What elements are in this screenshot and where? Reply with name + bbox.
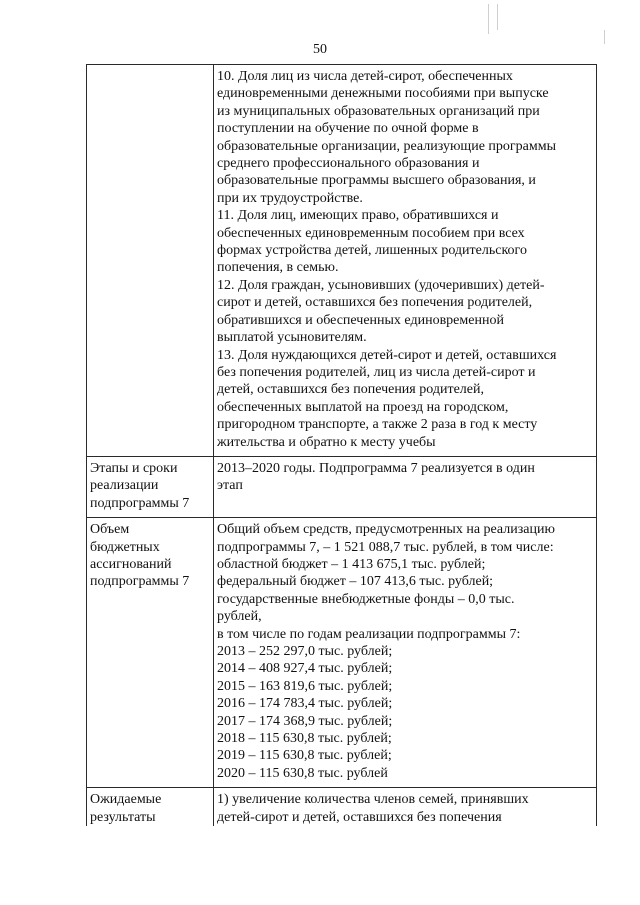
row-content-line: 13. Доля нуждающихся детей-сирот и детей, оставшихся xyxy=(217,347,557,363)
row-content-cell xyxy=(214,518,597,788)
row-content-line: областной бюджет – 1 413 675,1 тыс. рублей; xyxy=(217,556,486,572)
table-row xyxy=(87,456,597,517)
row-label-line: Этапы и сроки xyxy=(90,460,178,476)
row-content-line: обеспеченных единовременным пособием при всех xyxy=(217,225,525,241)
row-content-line: детей-сирот и детей, оставшихся без попечения xyxy=(217,809,502,825)
row-content-cell xyxy=(214,456,597,517)
scan-artifact-line xyxy=(497,4,498,30)
row-content-line: сирот и детей, оставшихся без попечения родителей, xyxy=(217,295,533,311)
row-content-line: без попечения родителей, лиц из числа детей-сирот и xyxy=(217,364,536,380)
row-content-line: детей, оставшихся без попечения родителей, xyxy=(217,382,484,398)
row-content-line: 2019 – 115 630,8 тыс. рублей; xyxy=(217,748,392,764)
row-content-line: обратившихся и обеспеченных единовременной xyxy=(217,312,504,328)
row-label-cell xyxy=(87,788,214,826)
row-label-cell xyxy=(87,65,214,457)
row-content-line: выплатой усыновителям. xyxy=(217,330,367,346)
row-label-line: ассигнований xyxy=(90,556,172,572)
row-label-line: подпрограммы 7 xyxy=(90,574,190,590)
row-content-line: образовательные организации, реализующие программы xyxy=(217,138,556,154)
row-content-line: 10. Доля лиц из числа детей-сирот, обеспеченных xyxy=(217,69,513,84)
row-content-line: формах устройства детей, лишенных родительского xyxy=(217,243,527,259)
passport-table xyxy=(86,64,597,826)
table-row xyxy=(87,65,597,457)
row-content-line: обеспеченных выплатой на проезд на городском, xyxy=(217,399,509,415)
row-content-line: 2013–2020 годы. Подпрограмма 7 реализуется в один xyxy=(217,460,535,476)
scan-artifact-line xyxy=(488,4,489,34)
row-content-line: 1) увеличение количества членов семей, принявших xyxy=(217,792,529,808)
row-content-line: 2013 – 252 297,0 тыс. рублей; xyxy=(217,644,393,659)
row-content-line: этап xyxy=(217,478,243,494)
table-row xyxy=(87,518,597,788)
row-content-line: 2020 – 115 630,8 тыс. рублей xyxy=(217,765,388,781)
row-content-line: попечения, в семью. xyxy=(217,260,339,276)
row-content-line: из муниципальных образовательных организаций при xyxy=(217,103,540,119)
row-content-line: среднего профессионального образования и xyxy=(217,156,480,172)
row-label-cell xyxy=(87,456,214,517)
table-row xyxy=(87,788,597,826)
row-content-cell xyxy=(214,788,597,826)
row-content-line: 2017 – 174 368,9 тыс. рублей; xyxy=(217,713,393,729)
row-content-line: 11. Доля лиц, имеющих право, обратившихся и xyxy=(217,208,499,224)
row-content-line: жительства и обратно к месту учебы xyxy=(217,434,436,450)
page-number: 50 xyxy=(313,42,327,57)
row-label-line: Объем xyxy=(90,522,130,538)
row-label-cell xyxy=(87,518,214,788)
row-content-line: рублей, xyxy=(217,609,262,625)
row-content-line: пригородном транспорте, а также 2 раза в год к месту xyxy=(217,417,538,433)
row-content-line: при их трудоустройстве. xyxy=(217,190,363,206)
row-label-line: подпрограммы 7 xyxy=(90,495,190,511)
row-content-line: подпрограммы 7, – 1 521 088,7 тыс. рублей, в том числе: xyxy=(217,539,554,555)
row-content-line: федеральный бюджет – 107 413,6 тыс. рублей; xyxy=(217,574,494,590)
row-content-line: в том числе по годам реализации подпрограммы 7: xyxy=(217,626,521,642)
row-content-line: государственные внебюджетные фонды – 0,0 тыс. xyxy=(217,591,515,607)
row-label-line: Ожидаемые xyxy=(90,792,162,808)
row-label-line: результаты xyxy=(90,809,156,825)
row-content-line: 2018 – 115 630,8 тыс. рублей; xyxy=(217,731,392,747)
row-content-line: образовательные программы высшего образования, и xyxy=(217,173,536,189)
row-content-cell xyxy=(214,65,597,457)
row-content-line: 2015 – 163 819,6 тыс. рублей; xyxy=(217,678,393,694)
row-content-line: 2014 – 408 927,4 тыс. рублей; xyxy=(217,661,393,677)
row-label-line: бюджетных xyxy=(90,539,160,555)
row-content-line: единовременными денежными пособиями при выпуске xyxy=(217,86,549,102)
row-content-line: поступлении на обучение по очной форме в xyxy=(217,121,479,137)
row-content-line: 2016 – 174 783,4 тыс. рублей; xyxy=(217,696,393,712)
row-content-line: 12. Доля граждан, усыновивших (удочеривших) детей- xyxy=(217,277,545,293)
row-content-line: Общий объем средств, предусмотренных на реализацию xyxy=(217,522,555,538)
row-label-line: реализации xyxy=(90,478,159,494)
